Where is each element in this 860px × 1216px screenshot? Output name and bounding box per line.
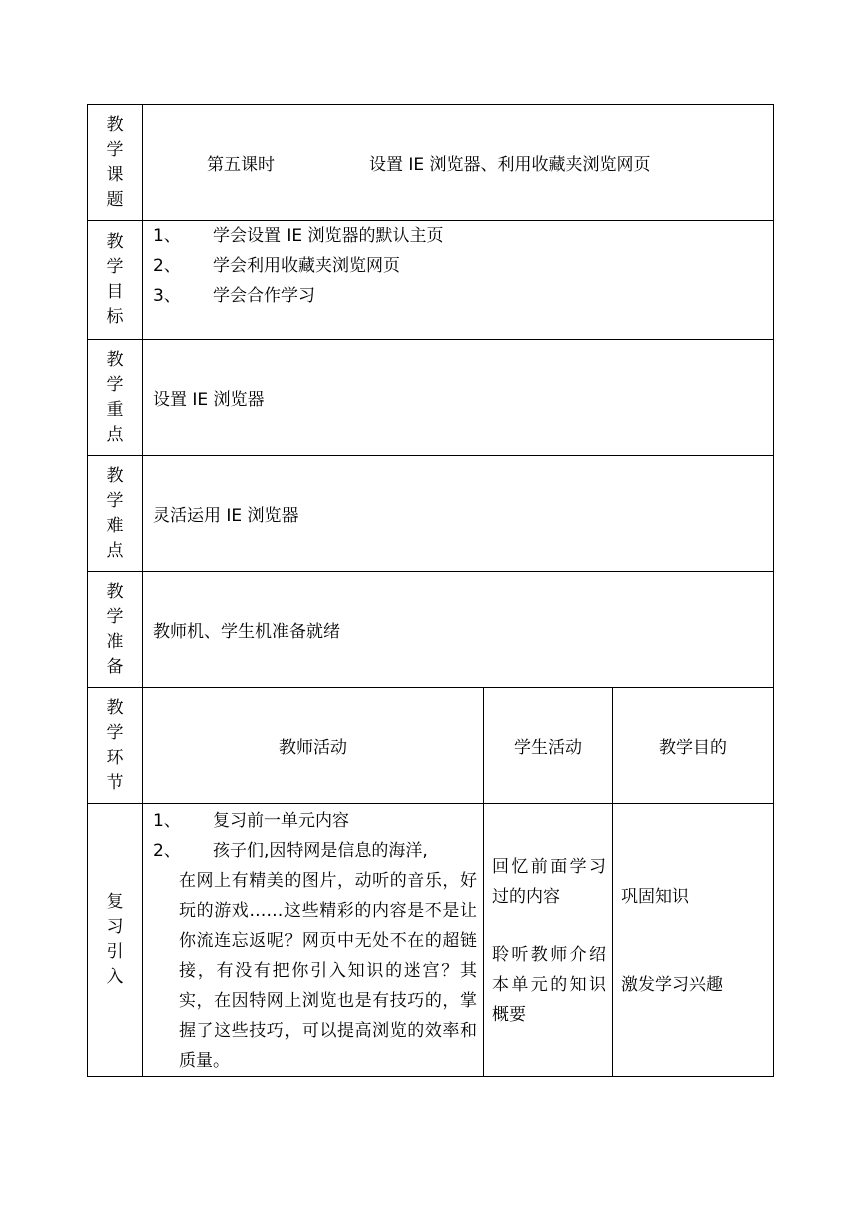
difficulty-label: 教 学 难 点 xyxy=(88,456,143,572)
goal-item: 1、 学会设置 IE 浏览器的默认主页 xyxy=(153,226,444,246)
goal-item: 3、 学会合作学习 xyxy=(153,286,315,306)
key-point-text: 设置 IE 浏览器 xyxy=(143,340,774,456)
review-row xyxy=(88,804,774,1077)
topic-label: 教 学 课 题 xyxy=(88,105,143,221)
purpose-item: 巩固知识 xyxy=(621,887,689,907)
teacher-activity-header: 教师活动 xyxy=(143,688,484,804)
preparation-label: 教 学 准 备 xyxy=(88,572,143,688)
preparation-row xyxy=(88,572,774,688)
preparation-text: 教师机、学生机准备就绪 xyxy=(143,572,774,688)
goal-item: 2、 学会利用收藏夹浏览网页 xyxy=(153,256,400,276)
stage-label: 教 学 环 节 xyxy=(88,688,143,804)
topic-row xyxy=(88,105,774,221)
teacher-step: 1、 复习前一单元内容 xyxy=(153,811,349,831)
teacher-step-continued: 在网上有精美的图片，动听的音乐，好玩的游戏……这些精彩的内容是不是让你流连忘返呢？网页中无处不在的超链接，有没有把你引入知识的迷宫？其实，在因特网上浏览也是有技巧的，掌握了这些技巧，可以提高浏览的效率和质量。 xyxy=(179,871,477,1071)
stage-header-row xyxy=(88,688,774,804)
goals-label: 教 学 目 标 xyxy=(88,221,143,340)
teacher-activity-cell xyxy=(143,804,484,1077)
goals-cell xyxy=(143,221,774,340)
key-point-row xyxy=(88,340,774,456)
student-activity-header: 学生活动 xyxy=(484,688,613,804)
lesson-plan-table xyxy=(87,104,774,1077)
topic-cell xyxy=(143,105,774,221)
difficulty-text: 灵活运用 IE 浏览器 xyxy=(143,456,774,572)
purpose-item: 激发学习兴趣 xyxy=(621,975,723,995)
teacher-step: 2、 孩子们,因特网是信息的海洋, xyxy=(153,841,428,861)
review-label: 复 习 引 入 xyxy=(88,804,143,1077)
student-activity-item: 聆听教师介绍本单元的知识概要 xyxy=(492,945,606,1025)
goals-row xyxy=(88,221,774,340)
difficulty-row xyxy=(88,456,774,572)
teaching-purpose-cell xyxy=(613,804,774,1077)
student-activity-cell xyxy=(484,804,613,1077)
lesson-title: 设置 IE 浏览器、利用收藏夹浏览网页 xyxy=(369,155,651,175)
teaching-purpose-header: 教学目的 xyxy=(613,688,774,804)
student-activity-item: 回忆前面学习过的内容 xyxy=(492,857,606,907)
lesson-number: 第五课时 xyxy=(207,155,275,175)
key-point-label: 教 学 重 点 xyxy=(88,340,143,456)
